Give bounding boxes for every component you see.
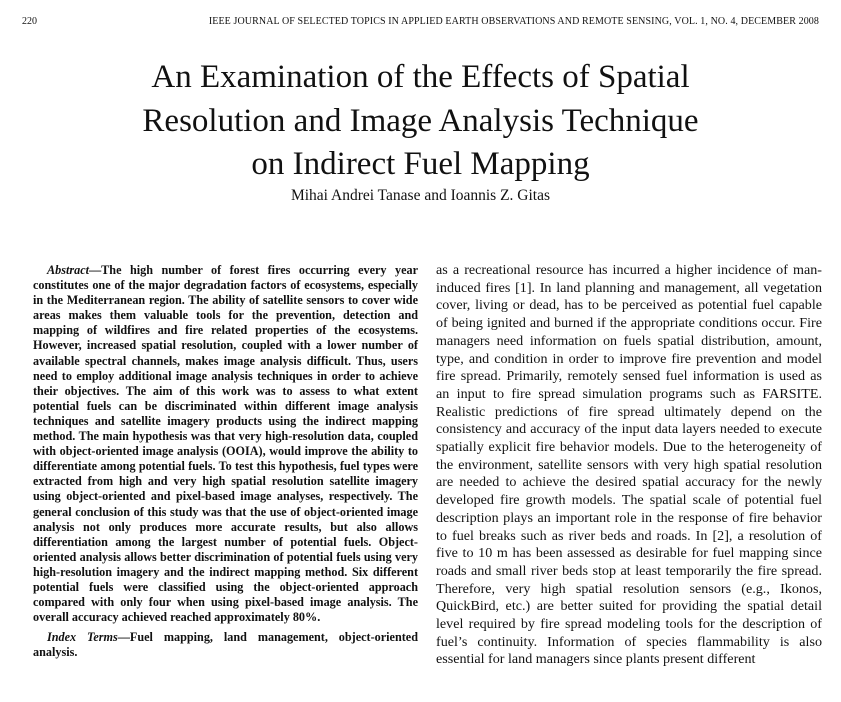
index-terms-label: Index Terms [47, 630, 118, 645]
title-line-1: An Examination of the Effects of Spatial [151, 59, 690, 95]
index-terms-text: Fuel mapping, land management, object-oriented analysis. [33, 630, 418, 660]
abstract-text: The high number of forest fires occurring every year constitutes one of the major degradation factors of ecosystems, especially in the Mediterranean region. The ability of satellite sensors to cover wide areas makes them valuable tools for the prevention, detection and mapping of wildfires and fire related properties of the ecosystems. However, increased spatial resolution, coupled with a lower number of available spectral channels, makes image analysis difficult. Thus, users need to employ additional image analysis techniques in order to achieve their objectives. The aim of this work was to assess to what extent potential fuels can be discriminated within different image analysis techniques and satellite imagery products using the indirect mapping method. The main hypothesis was that very high-resolution data, coupled with object-oriented image analysis (OOIA), would improve the ability to differentiate among potential fuels. To test this hypothesis, fuel types were extracted from high and very high spatial resolution satellite imagery using object-oriented and pixel-based image analyses, respectively. The general conclusion of this study was that the use of object-oriented image analysis not only produces more accurate results, but also allows differentiation among the largest number of potential fuels. Object-oriented analysis allows better discrimination of potential fuels using very high-resolution imagery and the indirect mapping method. Six different potential fuels were classified using the object-oriented approach compared with only four when using pixel-based image analysis. The overall accuracy achieved reached approximately 80%. [33, 263, 418, 625]
title-line-2: Resolution and Image Analysis Technique [142, 102, 699, 139]
journal-citation: IEEE JOURNAL OF SELECTED TOPICS IN APPLIED EARTH OBSERVATIONS AND REMOTE SENSING, VOL. 1, NO. 4, DECEMBER 2008 [208, 16, 819, 27]
abstract-dash: — [88, 263, 102, 277]
index-terms-dash: — [117, 630, 130, 645]
abstract-paragraph [33, 263, 418, 625]
author-list: Mihai Andrei Tanase and Ioannis Z. Gitas [290, 187, 551, 204]
abstract-label: Abstract [47, 263, 89, 277]
paper-title [40, 56, 801, 187]
title-line-3: on Indirect Fuel Mapping [251, 146, 590, 182]
left-column [33, 263, 418, 660]
running-header [22, 15, 819, 29]
index-terms-paragraph [33, 630, 418, 660]
body-paragraph: as a recreational resource has incurred a higher incidence of man-induced fires [1]. In land planning and management, all vegetation cover, living or dead, has to be perceived as potential fuel capable of being ignited and burned if the appropriate conditions occur. Fire managers need information on fuels spatial distribution, amount, type, and condition in order to improve fire prevention and model fire spread. Primarily, remotely sensed fuel information is used as an input to fire spread simulation programs such as FARSITE. Realistic predictions of fire spread ultimately depend on the consistency and accuracy of the input data layers needed to execute spatially explicit fire behavior models. Due to the heterogeneity of the environment, satellite sensors with very high spatial resolution are needed to achieve the desired spatial accuracy for the newly developed fire growth models. The spatial scale of potential fuel description plays an important role in the response of fire behavior to fuel breaks such as river beds and roads. In [2], a resolution of five to 10 m has been assessed as desirable for fuel mapping since roads and small river beds stop at least temporarily the fire spread. Therefore, very high spatial resolution sensors (e.g., Ikonos, QuickBird, etc.) are better suited for providing the spatial detail level required by fire spread modeling tools for the description of fuel’s continuity. Information of species flammability is also essential for land managers since plants present different [436, 262, 822, 668]
page-number: 220 [22, 16, 37, 27]
right-column [436, 262, 822, 669]
